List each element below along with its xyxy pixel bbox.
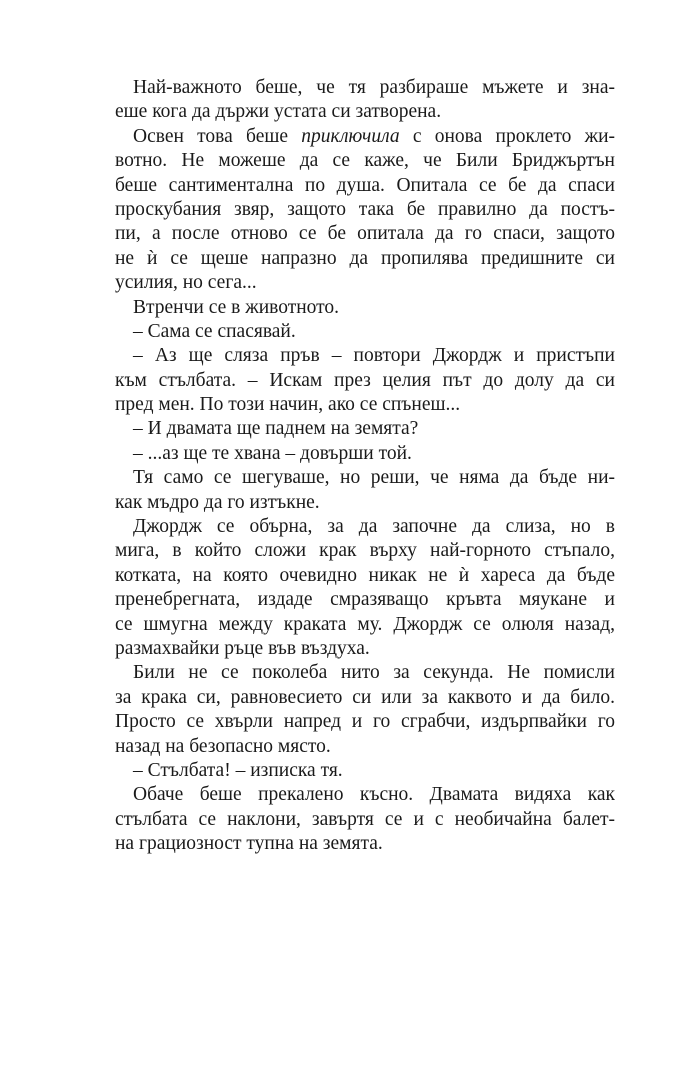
text-line: стълбата се наклони, завъртя се и с необичайна балет- [115, 808, 615, 830]
text-line: беше сантиментална по душа. Опитала се бе да спаси [115, 174, 615, 196]
body-text [115, 76, 615, 857]
text-line: усилия, но сега... [115, 272, 257, 294]
text-line: Втренчи се в животното. [133, 296, 340, 318]
text-line: Джордж се обърна, за да започне да слиза, но в [133, 516, 615, 538]
dialogue-line: – ...аз ще те хвана – довърши той. [133, 442, 412, 464]
text-line: Тя само се шегуваше, но реши, че няма да бъде ни- [133, 467, 615, 489]
text-line: за крака си, равновесието си или за каквото и да било. [115, 686, 615, 708]
text-line: как мъдро да го изтъкне. [115, 491, 320, 513]
text-line: назад на безопасно място. [115, 735, 331, 757]
text-line: котката, на която очевидно никак не ѝ хареса да бъде [115, 564, 615, 586]
text-line: пред мен. По този начин, ако се спънеш... [115, 394, 461, 416]
text-line [115, 125, 615, 149]
text-line: размахвайки ръце във въздуха. [115, 637, 370, 659]
dialogue-line: – И двамата ще паднем на земята? [133, 418, 419, 440]
text-line: мига, в който сложи крак върху най-горното стъпало, [115, 540, 615, 562]
dialogue-line: – Сама се спасявай. [133, 320, 296, 342]
text-line: на грациозност тупна на земята. [115, 833, 383, 855]
text-segment: Освен това беше [133, 125, 302, 147]
text-line: пи, а после отново се бе опитала да го спаси, защото [115, 223, 615, 245]
dialogue-line: – Аз ще сляза пръв – повтори Джордж и пристъпи [133, 345, 615, 367]
italic-word: приключила [301, 125, 400, 147]
text-line: Обаче беше прекалено късно. Двамата видяха как [133, 784, 615, 806]
text-line: не ѝ се щеше напразно да пропилява предишните си [115, 247, 615, 269]
text-line: проскубания звяр, защото така бе правилно да постъ- [115, 198, 615, 220]
text-segment: с онова проклето жи- [399, 125, 615, 147]
text-line: вотно. Не можеше да се каже, че Били Бриджъртън [115, 150, 615, 172]
text-line: пренебрегната, издаде смразяващо кръвта мяукане и [115, 589, 615, 611]
text-line: Най-важното беше, че тя разбираше мъжете и зна- [133, 77, 615, 98]
text-line: еше кога да държи устата си затворена. [115, 101, 442, 123]
dialogue-line: – Стълбата! – изписка тя. [133, 759, 343, 781]
text-line: се шмугна между краката му. Джордж се олюля назад, [115, 613, 615, 635]
text-line: към стълбата. – Искам през целия път до долу да си [115, 369, 615, 391]
text-line: Били не се поколеба нито за секунда. Не помисли [133, 662, 615, 684]
text-line: Просто се хвърли напред и го сграбчи, издърпвайки го [115, 711, 615, 733]
